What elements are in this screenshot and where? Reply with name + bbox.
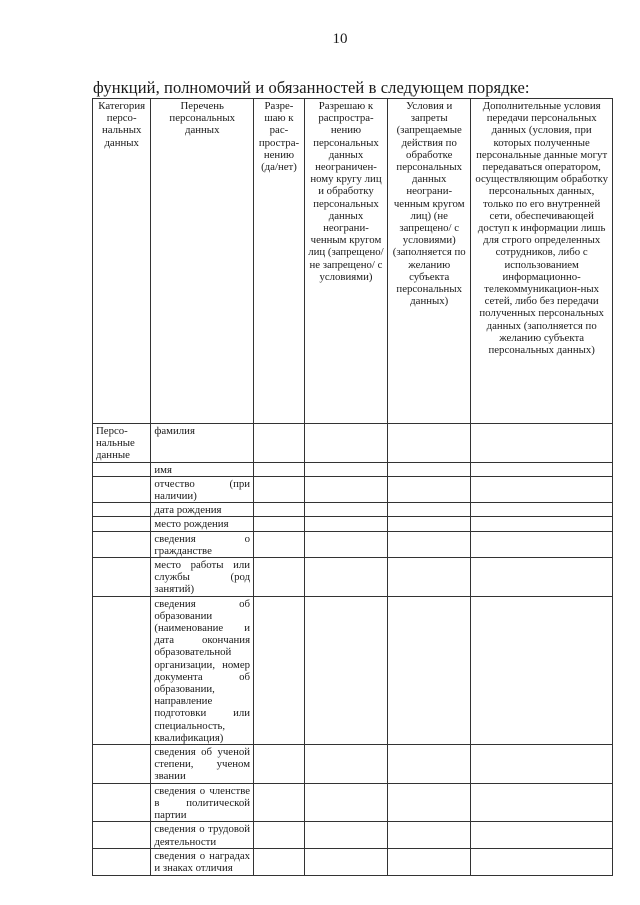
category-cell	[93, 476, 151, 502]
personal-data-table	[92, 98, 613, 876]
empty-cell	[471, 558, 613, 597]
empty-cell	[388, 462, 471, 476]
empty-cell	[304, 783, 387, 822]
empty-cell	[254, 517, 305, 531]
data-item-cell: дата рождения	[151, 503, 254, 517]
empty-cell	[471, 424, 613, 463]
empty-cell	[388, 822, 471, 848]
empty-cell	[254, 424, 305, 463]
category-cell	[93, 517, 151, 531]
table-row	[93, 531, 613, 557]
empty-cell	[471, 517, 613, 531]
empty-cell	[304, 476, 387, 502]
empty-cell	[388, 476, 471, 502]
empty-cell	[304, 596, 387, 744]
empty-cell	[471, 848, 613, 875]
category-cell	[93, 848, 151, 875]
table-row	[93, 745, 613, 784]
data-item-cell: отчество (при наличии)	[151, 476, 254, 502]
empty-cell	[304, 558, 387, 597]
table-row	[93, 848, 613, 875]
empty-cell	[388, 596, 471, 744]
table-row	[93, 517, 613, 531]
data-item-cell: сведения о гражданстве	[151, 531, 254, 557]
empty-cell	[254, 476, 305, 502]
data-item-cell: сведения об образовании (наименование и дата окончания образовательной организации, номер документа об образовании, направление подготовки или специальность, квалификация)	[151, 596, 254, 744]
category-cell: Персо-нальные данные	[93, 424, 151, 463]
empty-cell	[388, 424, 471, 463]
header-row	[93, 99, 613, 424]
empty-cell	[254, 558, 305, 597]
empty-cell	[388, 517, 471, 531]
empty-cell	[388, 783, 471, 822]
empty-cell	[388, 503, 471, 517]
data-item-cell: сведения о наградах и знаках отличия	[151, 848, 254, 875]
empty-cell	[304, 822, 387, 848]
empty-cell	[471, 783, 613, 822]
data-item-cell: сведения об ученой степени, ученом звании	[151, 745, 254, 784]
table-row	[93, 424, 613, 463]
category-cell	[93, 596, 151, 744]
empty-cell	[388, 848, 471, 875]
empty-cell	[304, 517, 387, 531]
data-item-cell: место работы или службы (род занятий)	[151, 558, 254, 597]
empty-cell	[304, 424, 387, 463]
empty-cell	[471, 503, 613, 517]
table-row	[93, 476, 613, 502]
empty-cell	[471, 531, 613, 557]
empty-cell	[304, 531, 387, 557]
empty-cell	[471, 462, 613, 476]
empty-cell	[254, 848, 305, 875]
empty-cell	[254, 745, 305, 784]
category-cell	[93, 783, 151, 822]
empty-cell	[304, 503, 387, 517]
empty-cell	[304, 848, 387, 875]
header-additional-conditions: Дополнительные условия передачи персональных данных (условия, при которых полученные персональные данные могут передаваться оператором, осуществляющим обработку персональных данных, только по его внутренней сети, обеспечивающей доступ к информации лишь для строго определенных сотрудников, либо с использованием информационно-телекоммуникацион-ных сетей, либо без передачи полученных персональных данных (заполняется по желанию субъекта персональных данных)	[471, 99, 613, 424]
data-item-cell: сведения о трудовой деятельности	[151, 822, 254, 848]
table-row	[93, 462, 613, 476]
empty-cell	[254, 783, 305, 822]
table-row	[93, 503, 613, 517]
category-cell	[93, 531, 151, 557]
page-number: 10	[332, 31, 348, 47]
table-row	[93, 596, 613, 744]
header-data-list: Перечень персональных данных	[151, 99, 254, 424]
empty-cell	[388, 558, 471, 597]
empty-cell	[388, 745, 471, 784]
empty-cell	[254, 822, 305, 848]
empty-cell	[471, 822, 613, 848]
category-cell	[93, 462, 151, 476]
header-category: Категория персо-нальных данных	[93, 99, 151, 424]
empty-cell	[254, 462, 305, 476]
header-allow: Разре-шаю к рас-простра-нению (да/нет)	[254, 99, 305, 424]
category-cell	[93, 822, 151, 848]
empty-cell	[388, 531, 471, 557]
empty-cell	[471, 745, 613, 784]
table-row	[93, 558, 613, 597]
empty-cell	[304, 462, 387, 476]
data-item-cell: фамилия	[151, 424, 254, 463]
data-item-cell: сведения о членстве в политической партии	[151, 783, 254, 822]
category-cell	[93, 558, 151, 597]
data-item-cell: имя	[151, 462, 254, 476]
data-item-cell: место рождения	[151, 517, 254, 531]
header-allow-unlimited: Разрешаю к распростра-нению персональных данных неограничен-ному кругу лиц и обработку персональных данных неограни-ченным кругом лиц (запрещено/ не запрещено/ с условиями)	[304, 99, 387, 424]
header-conditions: Условия и запреты (запрещаемые действия по обработке персональных данных неограни-ченным кругом лиц) (не запрещено/ с условиями) (заполняется по желанию субъекта персональных данных)	[388, 99, 471, 424]
category-cell	[93, 503, 151, 517]
empty-cell	[254, 531, 305, 557]
empty-cell	[471, 476, 613, 502]
section-title: функций, полномочий и обязанностей в следующем порядке:	[93, 78, 530, 97]
table-row	[93, 822, 613, 848]
empty-cell	[471, 596, 613, 744]
empty-cell	[304, 745, 387, 784]
table-row	[93, 783, 613, 822]
category-cell	[93, 745, 151, 784]
empty-cell	[254, 596, 305, 744]
empty-cell	[254, 503, 305, 517]
